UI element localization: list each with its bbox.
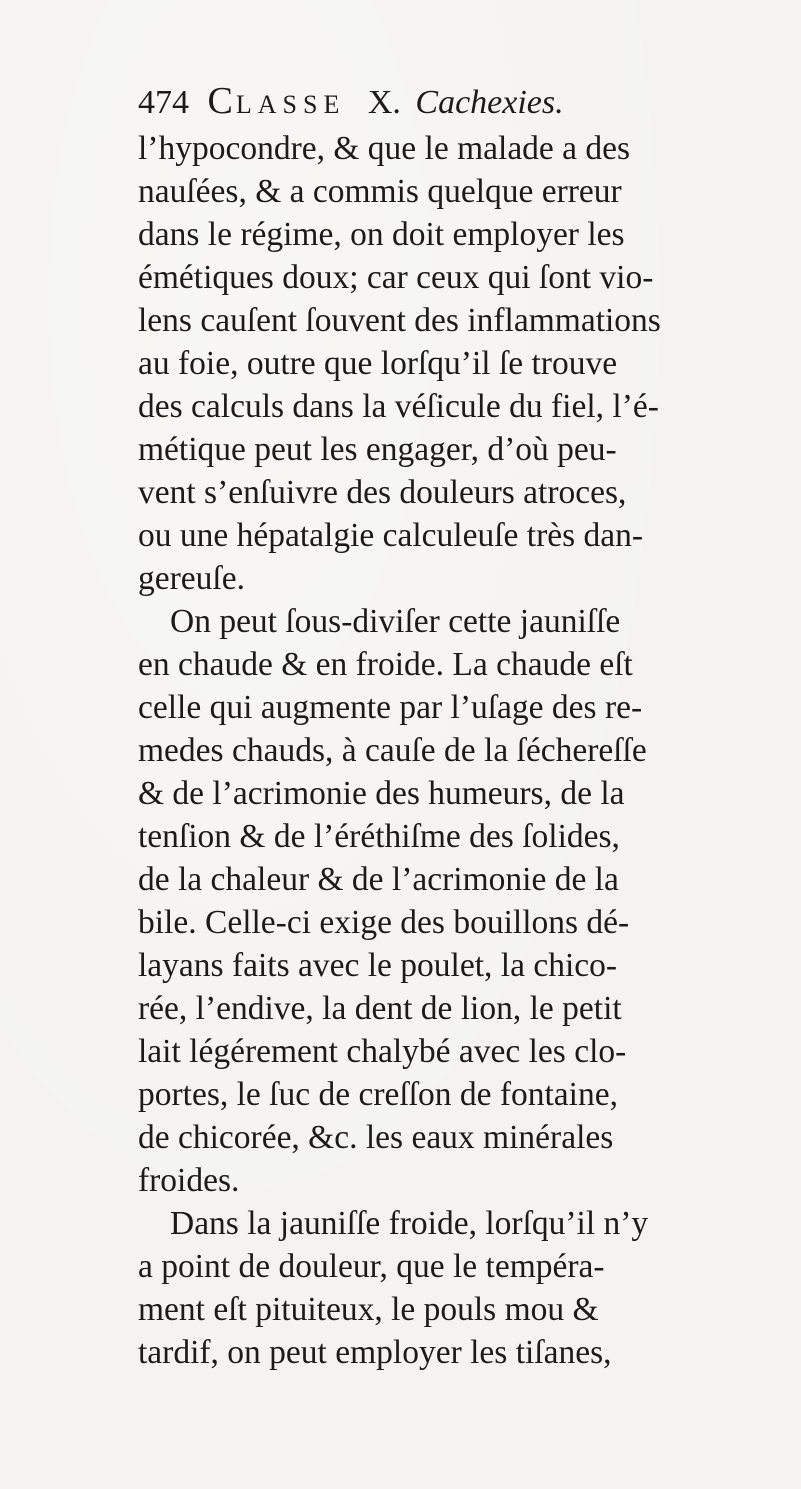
text-line: des calculs dans la véſicule du fiel, l’é- [138,388,659,425]
text-line: l’hypocondre, & que le malade a des [138,130,631,167]
text-line: gereuſe. [138,560,245,597]
text-line: medes chauds, à cauſe de la ſéchereſſe [138,732,647,769]
text-line: a point de douleur, que le tempéra- [138,1248,605,1285]
text-line: lens cauſent ſouvent des inflammations [138,302,661,339]
class-label [207,80,346,122]
paragraph-start-line: On peut ſous-diviſer cette jauniſſe [170,603,621,640]
chapter-number: X. [367,84,401,121]
text-line: de chicorée, &c. les eaux minérales [138,1119,614,1156]
text-line: & de l’acrimonie des humeurs, de la [138,775,625,812]
text-line: tardif, on peut employer les tiſanes, [138,1334,612,1371]
text-line: dans le régime, on doit employer les [138,216,625,253]
text-line: tenſion & de l’éréthiſme des ſolides, [138,818,620,855]
text-line: de la chaleur & de l’acrimonie de la [138,861,619,898]
text-line: vent s’enſuivre des douleurs atroces, [138,474,627,511]
text-line: ou une hépatalgie calculeuſe très dan- [138,517,644,554]
page-number: 474 [138,84,189,121]
text-line: nauſées, & a commis quelque erreur [138,173,622,210]
text-line: layans faits avec le poulet, la chico- [138,947,618,984]
chapter-title: Cachexies. [415,84,564,121]
text-line: portes, le ſuc de creſſon de fontaine, [138,1076,618,1113]
text-line: celle qui augmente par l’uſage des re- [138,689,643,726]
text-line: en chaude & en froide. La chaude eſt [138,646,633,683]
text-line: émétiques doux; car ceux qui ſont vio- [138,259,654,296]
text-line: rée, l’endive, la dent de lion, le petit [138,990,622,1027]
text-line: lait légérement chalybé avec les clo- [138,1033,627,1070]
text-line: ment eſt pituiteux, le pouls mou & [138,1291,599,1328]
running-header [138,76,758,126]
class-initial: C [207,80,236,122]
text-line: métique peut les engager, d’où peu- [138,431,617,468]
text-line: au foie, outre que lorſqu’il ſe trouve [138,345,618,382]
text-line: froides. [138,1162,240,1199]
class-rest: LASSE [235,90,346,119]
text-line: bile. Celle-ci exige des bouillons dé- [138,904,630,941]
paragraph-start-line: Dans la jauniſſe froide, lorſqu’il n’y [170,1205,649,1242]
